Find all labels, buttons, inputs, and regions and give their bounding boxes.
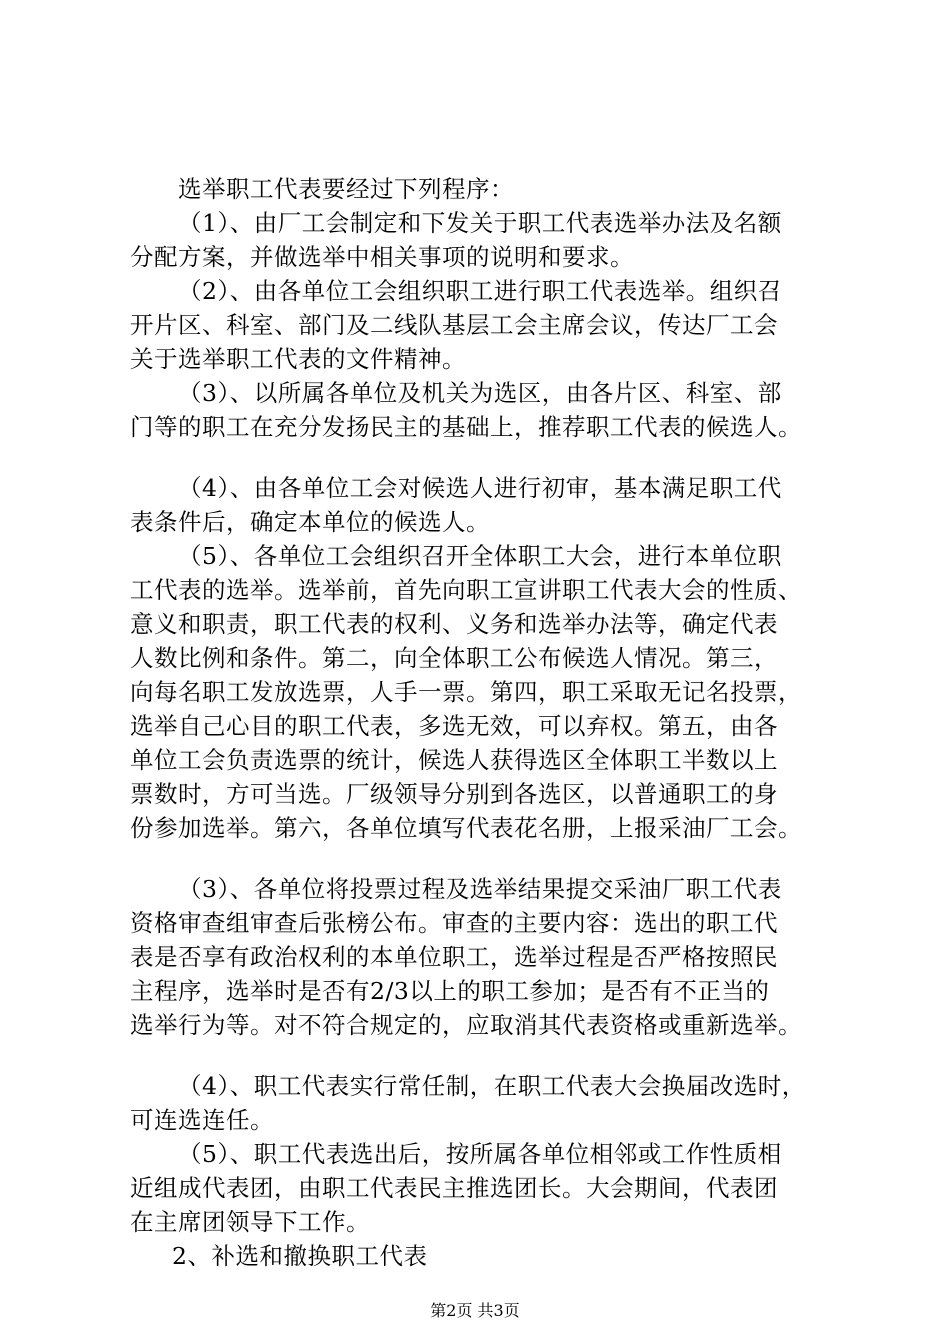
item-3b-line-5: 选举行为等。对不符合规定的，应取消其代表资格或重新选举。	[130, 1011, 802, 1039]
item-5-line-4: 人数比例和条件。第二，向全体职工公布候选人情况。第三，	[130, 644, 778, 672]
item-5-line-6: 选举自己心目的职工代表，多选无效，可以弃权。第五，由各	[130, 712, 778, 740]
item-2-line-2: 开片区、科室、部门及二线队基层工会主席会议，传达厂工会	[130, 311, 778, 339]
page-footer: 第2页 共3页	[430, 1301, 520, 1320]
item-3-line-1: （3）、以所属各单位及机关为选区，由各片区、科室、部	[178, 379, 782, 407]
item-5b-line-2: 近组成代表团，由职工代表民主推选团长。大会期间，代表团	[130, 1174, 778, 1202]
item-4-line-2: 表条件后，确定本单位的候选人。	[130, 508, 490, 536]
item-1-line-1: （1）、由厂工会制定和下发关于职工代表选举办法及名额	[178, 209, 782, 237]
item-5-line-3: 意义和职责，职工代表的权利、义务和选举办法等，确定代表	[130, 610, 778, 638]
item-4b-line-2: 可连选连任。	[130, 1106, 274, 1134]
item-4b-line-1: （4）、职工代表实行常任制，在职工代表大会换届改选时，	[178, 1072, 806, 1100]
item-3-line-2: 门等的职工在充分发扬民主的基础上，推荐职工代表的候选人。	[130, 413, 802, 441]
section-heading: 2、补选和撤换职工代表	[172, 1242, 428, 1270]
item-5-line-2: 工代表的选举。选举前，首先向职工宣讲职工代表大会的性质、	[130, 576, 802, 604]
item-3b-line-2: 资格审查组审查后张榜公布。审查的主要内容：选出的职工代	[130, 909, 778, 937]
item-3b-line-1: （3）、各单位将投票过程及选举结果提交采油厂职工代表	[178, 875, 782, 903]
item-2-line-3: 关于选举职工代表的文件精神。	[130, 345, 466, 373]
item-5-line-7: 单位工会负责选票的统计，候选人获得选区全体职工半数以上	[130, 746, 778, 774]
item-5-line-9: 份参加选举。第六，各单位填写代表花名册，上报采油厂工会。	[130, 814, 802, 842]
item-3b-line-4: 主程序，选举时是否有2/3以上的职工参加；是否有不正当的	[130, 977, 770, 1005]
item-3b-line-3: 表是否享有政治权利的本单位职工，选举过程是否严格按照民	[130, 943, 778, 971]
item-5b-line-3: 在主席团领导下工作。	[130, 1208, 370, 1236]
item-5-line-8: 票数时，方可当选。厂级领导分别到各选区，以普通职工的身	[130, 780, 778, 808]
intro-line: 选举职工代表要经过下列程序：	[178, 175, 514, 203]
item-1-line-2: 分配方案，并做选举中相关事项的说明和要求。	[130, 243, 634, 271]
item-5-line-5: 向每名职工发放选票，人手一票。第四，职工采取无记名投票，	[130, 678, 802, 706]
item-5b-line-1: （5）、职工代表选出后，按所属各单位相邻或工作性质相	[178, 1140, 782, 1168]
item-5-line-1: （5）、各单位工会组织召开全体职工大会，进行本单位职	[178, 542, 782, 570]
item-4-line-1: （4）、由各单位工会对候选人进行初审，基本满足职工代	[178, 474, 782, 502]
item-2-line-1: （2）、由各单位工会组织职工进行职工代表选举。组织召	[178, 277, 782, 305]
